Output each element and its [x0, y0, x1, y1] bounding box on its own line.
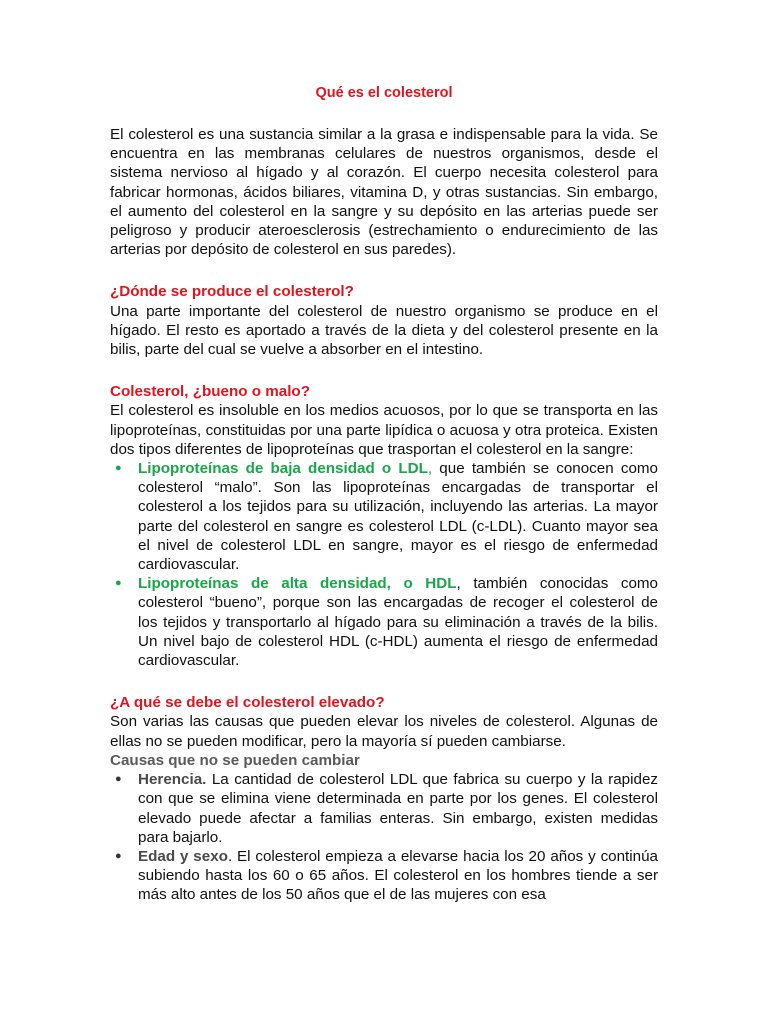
bullet-icon: ●: [115, 773, 122, 786]
intro-paragraph: El colesterol es una sustancia similar a la grasa e indispensable para la vida. Se encuentra en las membranas celulares de nuestros organismos, desde el sistema nervioso al hígado y al corazón. El cuerpo necesita colesterol para fabricar hormonas, ácidos biliares, vitamina D, y otras sustancias. Sin embargo, el aumento del colesterol en la sangre y su depósito en las arterias puede ser peligroso y producir ateroesclerosis (estrechamiento o endurecimiento de las arterias por depósito de colesterol en sus paredes).: [110, 126, 658, 259]
spacer: [110, 259, 658, 282]
section-heading-donde: ¿Dónde se produce el colesterol?: [110, 283, 354, 301]
section-heading-causas: ¿A qué se debe el colesterol elevado?: [110, 694, 385, 712]
section-body-causas: Son varias las causas que pueden elevar los niveles de colesterol. Algunas de ellas no se pueden modificar, pero la mayoría sí pueden cambiarse.: [110, 713, 658, 750]
list-item: [110, 770, 658, 847]
lipoprotein-list: [110, 459, 658, 670]
bullet-separator: ,: [456, 575, 461, 593]
section-heading-bueno-malo: Colesterol, ¿bueno o malo?: [110, 383, 310, 401]
bullet-lead-herencia: Herencia.: [138, 771, 207, 789]
bullet-lead-hdl: Lipoproteínas de alta densidad, o HDL: [138, 575, 457, 593]
bullet-text-edad-sexo: . El colesterol empieza a elevarse hacia los 20 años y continúa subiendo hasta los 60 o 65 años. El colesterol en los hombres tiende a ser más alto antes de los 50 años que el de las mujeres con esa: [138, 847, 658, 904]
bullet-text-ldl: que también se conocen como colesterol “malo”. Son las lipoproteínas encargadas de transportar el colesterol a los tejidos para su utilización, incluyendo las arterias. La mayor parte del colesterol en sangre es colesterol LDL (c-LDL). Cuanto mayor sea el nivel de colesterol LDL en sangre, mayor es el riesgo de enfermedad cardiovascular.: [138, 460, 658, 574]
spacer: [110, 359, 658, 382]
page-title: Qué es el colesterol: [315, 85, 453, 101]
bullet-text-herencia: La cantidad de colesterol LDL que fabrica su cuerpo y la rapidez con que se elimina viene determinada en parte por los genes. El colesterol elevado puede afectar a familias enteras. Sin embargo, existen medidas para bajarlo.: [138, 771, 658, 846]
document-page: [110, 84, 658, 905]
bullet-separator: ,: [427, 460, 433, 478]
causes-list: [110, 770, 658, 904]
bullet-icon: ●: [115, 577, 122, 590]
subheading-causas-no-cambiar: Causas que no se pueden cambiar: [110, 751, 360, 769]
section-body-donde: Una parte importante del colesterol de nuestro organismo se produce en el hígado. El resto es aportado a través de la dieta y del colesterol presente en la bilis, parte del cual se vuelve a absorber en el intestino.: [110, 302, 658, 359]
list-item: [110, 847, 658, 905]
bullet-lead-ldl: Lipoproteínas de baja densidad o LDL: [138, 460, 428, 478]
bullet-icon: ●: [115, 462, 122, 475]
list-item: [110, 459, 658, 574]
spacer: [110, 670, 658, 693]
bullet-lead-edad-sexo: Edad y sexo: [138, 847, 228, 865]
list-item: [110, 574, 658, 670]
bullet-icon: ●: [115, 849, 122, 862]
section-body-bueno-malo: El colesterol es insoluble en los medios acuosos, por lo que se transporta en las lipoproteínas, constituidas por una parte lipídica o acuosa y otra proteica. Existen dos tipos diferentes de lipoproteínas que trasportan el colesterol en la sangre:: [110, 402, 658, 458]
bullet-text-hdl: también conocidas como colesterol “bueno”, porque son las encargadas de recoger el colesterol de los tejidos y transportarlo al hígado para su eliminación a través de la bilis. Un nivel bajo de colesterol HDL (c-HDL) aumenta el riesgo de enfermedad cardiovascular.: [138, 575, 659, 670]
